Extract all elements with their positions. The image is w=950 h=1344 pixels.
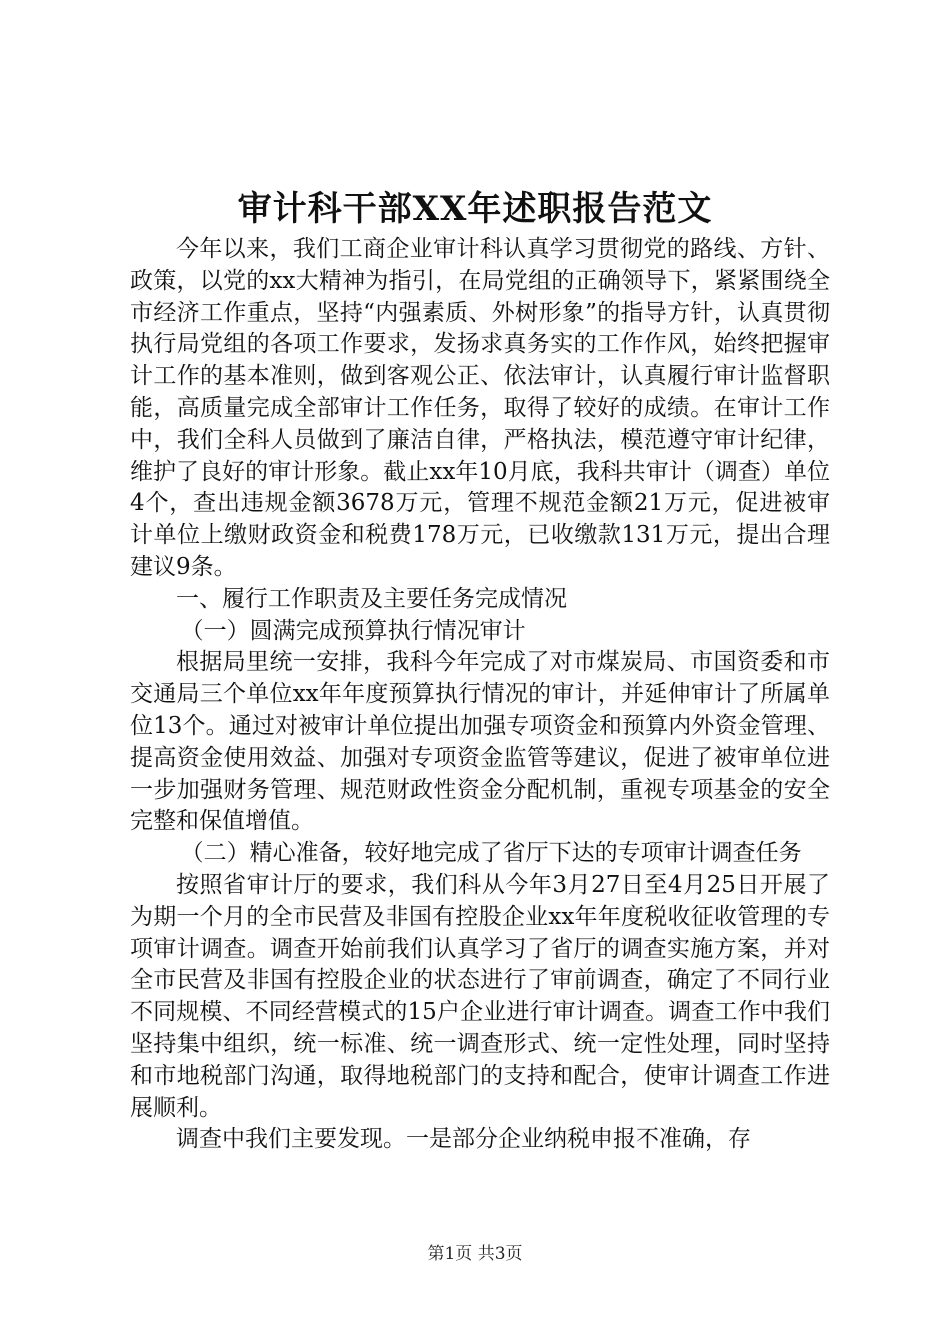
- paragraph-findings: 调查中我们主要发现。一是部分企业纳税申报不准确，存: [176, 1126, 751, 1153]
- section-heading-1: 一、履行工作职责及主要任务完成情况: [176, 585, 567, 612]
- subsection-heading-1: （一）圆满完成预算执行情况审计: [180, 617, 526, 644]
- paragraph-intro: 今年以来，我们工商企业审计科认真学习贯彻党的路线、方针、政策，以党的xx大精神为指引，在局党组的正确领导下，紧紧围绕全市经济工作重点，坚持“内强素质、外树形象”的指导方针，认真贯彻执行局党组的各项工作要求，发扬求真务实的工作作风，始终把握审计工作的基本准则，做到客观公正、依法审计，认真履行审计监督职能，高质量完成全部审计工作任务，取得了较好的成绩。在审计工作中，我们全科人员做到了廉洁自律，严格执法，模范遵守审计纪律，维护了良好的审计形象。截止xx年10月底，我科共审计（调查）单位4个，查出违规金额3678万元，管理不规范金额21万元，促进被审计单位上缴财政资金和税费178万元，已收缴款131万元，提出合理建议9条。: [130, 236, 830, 580]
- paragraph-budget-audit: 根据局里统一安排，我科今年完成了对市煤炭局、市国资委和市交通局三个单位xx年年度预算执行情况的审计，并延伸审计了所属单位13个。通过对被审计单位提出加强专项资金和预算内外资金管理、提高资金使用效益、加强对专项资金监管等建议，促进了被审单位进一步加强财务管理、规范财政性资金分配机制，重视专项基金的安全完整和保值增值。: [130, 649, 830, 835]
- document-title: 审计科干部XX年述职报告范文: [237, 189, 713, 229]
- subsection-heading-2: （二）精心准备，较好地完成了省厅下达的专项审计调查任务: [180, 840, 802, 867]
- paragraph-special-audit: 按照省审计厅的要求，我们科从今年3月27日至4月25日开展了为期一个月的全市民营及非国有控股企业xx年年度税收征收管理的专项审计调查。调查开始前我们认真学习了省厅的调查实施方案，并对全市民营及非国有控股企业的状态进行了审前调查，确定了不同行业不同规模、不同经营模式的15户企业进行审计调查。调查工作中我们坚持集中组织，统一标准、统一调查形式、统一定性处理，同时坚持和市地税部门沟通，取得地税部门的支持和配合，使审计调查工作进展顺利。: [130, 871, 830, 1121]
- page-number-footer: 第1页 共3页: [427, 1244, 523, 1264]
- document-body: [130, 234, 830, 1156]
